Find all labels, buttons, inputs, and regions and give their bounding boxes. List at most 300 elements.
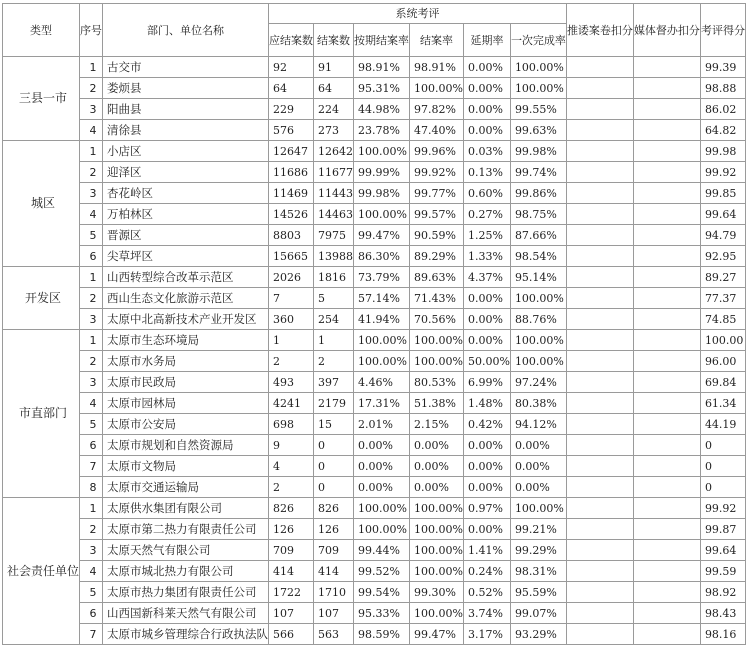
header-first-time-rate: 一次完成率 — [510, 24, 566, 57]
seq-cell: 1 — [80, 57, 103, 78]
close-rate-cell: 100.00% — [410, 519, 464, 540]
delay-rate-cell: 50.00% — [463, 351, 510, 372]
seq-cell: 6 — [80, 435, 103, 456]
seq-cell: 8 — [80, 477, 103, 498]
recommend-deduct-cell — [566, 414, 633, 435]
cases-closed-cell: 0 — [314, 435, 354, 456]
cases-due-cell: 4241 — [269, 393, 314, 414]
close-rate-cell: 89.63% — [410, 267, 464, 288]
cases-due-cell: 1 — [269, 330, 314, 351]
close-rate-cell: 71.43% — [410, 288, 464, 309]
ontime-rate-cell: 86.30% — [354, 246, 410, 267]
close-rate-cell: 0.00% — [410, 435, 464, 456]
media-deduct-cell — [633, 267, 700, 288]
cases-closed-cell: 14463 — [314, 204, 354, 225]
recommend-deduct-cell — [566, 330, 633, 351]
unit-name-cell: 清徐县 — [103, 120, 269, 141]
score-cell: 100.00 — [700, 330, 745, 351]
score-cell: 98.88 — [700, 78, 745, 99]
unit-name-cell: 阳曲县 — [103, 99, 269, 120]
delay-rate-cell: 0.00% — [463, 456, 510, 477]
close-rate-cell: 99.47% — [410, 624, 464, 645]
score-cell: 99.64 — [700, 204, 745, 225]
recommend-deduct-cell — [566, 309, 633, 330]
cases-due-cell: 709 — [269, 540, 314, 561]
first-time-rate-cell: 99.86% — [510, 183, 566, 204]
table-row — [3, 624, 746, 645]
cases-closed-cell: 5 — [314, 288, 354, 309]
recommend-deduct-cell — [566, 267, 633, 288]
recommend-deduct-cell — [566, 435, 633, 456]
header-unit: 部门、单位名称 — [103, 4, 269, 57]
table-row — [3, 477, 746, 498]
close-rate-cell: 100.00% — [410, 603, 464, 624]
table-row — [3, 414, 746, 435]
cases-due-cell: 229 — [269, 99, 314, 120]
recommend-deduct-cell — [566, 498, 633, 519]
first-time-rate-cell: 100.00% — [510, 330, 566, 351]
table-row — [3, 246, 746, 267]
seq-cell: 3 — [80, 309, 103, 330]
ontime-rate-cell: 100.00% — [354, 204, 410, 225]
table-row — [3, 57, 746, 78]
cases-due-cell: 15665 — [269, 246, 314, 267]
table-body — [3, 57, 746, 645]
seq-cell: 5 — [80, 225, 103, 246]
delay-rate-cell: 0.13% — [463, 162, 510, 183]
delay-rate-cell: 3.17% — [463, 624, 510, 645]
score-cell: 0 — [700, 456, 745, 477]
close-rate-cell: 100.00% — [410, 498, 464, 519]
table-row — [3, 204, 746, 225]
ontime-rate-cell: 99.99% — [354, 162, 410, 183]
cases-due-cell: 107 — [269, 603, 314, 624]
unit-name-cell: 太原市生态环境局 — [103, 330, 269, 351]
score-cell: 98.43 — [700, 603, 745, 624]
unit-name-cell: 小店区 — [103, 141, 269, 162]
table-row — [3, 267, 746, 288]
media-deduct-cell — [633, 435, 700, 456]
cases-due-cell: 126 — [269, 519, 314, 540]
recommend-deduct-cell — [566, 162, 633, 183]
recommend-deduct-cell — [566, 624, 633, 645]
close-rate-cell: 89.29% — [410, 246, 464, 267]
first-time-rate-cell: 0.00% — [510, 456, 566, 477]
delay-rate-cell: 0.42% — [463, 414, 510, 435]
ontime-rate-cell: 100.00% — [354, 141, 410, 162]
unit-name-cell: 山西转型综合改革示范区 — [103, 267, 269, 288]
evaluation-table — [2, 3, 746, 645]
media-deduct-cell — [633, 603, 700, 624]
seq-cell: 4 — [80, 561, 103, 582]
cases-closed-cell: 709 — [314, 540, 354, 561]
cases-due-cell: 14526 — [269, 204, 314, 225]
table-row — [3, 603, 746, 624]
unit-name-cell: 迎泽区 — [103, 162, 269, 183]
ontime-rate-cell: 0.00% — [354, 477, 410, 498]
seq-cell: 3 — [80, 540, 103, 561]
unit-name-cell: 太原市园林局 — [103, 393, 269, 414]
header-close-rate: 结案率 — [410, 24, 464, 57]
unit-name-cell: 太原市城乡管理综合行政执法队 — [103, 624, 269, 645]
media-deduct-cell — [633, 498, 700, 519]
score-cell: 61.34 — [700, 393, 745, 414]
delay-rate-cell: 0.97% — [463, 498, 510, 519]
cases-closed-cell: 13988 — [314, 246, 354, 267]
cases-closed-cell: 126 — [314, 519, 354, 540]
unit-name-cell: 万柏林区 — [103, 204, 269, 225]
ontime-rate-cell: 0.00% — [354, 456, 410, 477]
cases-closed-cell: 1 — [314, 330, 354, 351]
score-cell: 69.84 — [700, 372, 745, 393]
score-cell: 94.79 — [700, 225, 745, 246]
category-cell: 开发区 — [3, 267, 80, 330]
cases-closed-cell: 64 — [314, 78, 354, 99]
recommend-deduct-cell — [566, 351, 633, 372]
cases-closed-cell: 2 — [314, 351, 354, 372]
table-row — [3, 141, 746, 162]
cases-closed-cell: 397 — [314, 372, 354, 393]
unit-name-cell: 太原市城北热力有限公司 — [103, 561, 269, 582]
first-time-rate-cell: 94.12% — [510, 414, 566, 435]
media-deduct-cell — [633, 120, 700, 141]
close-rate-cell: 98.91% — [410, 57, 464, 78]
unit-name-cell: 太原市民政局 — [103, 372, 269, 393]
media-deduct-cell — [633, 624, 700, 645]
recommend-deduct-cell — [566, 183, 633, 204]
cases-closed-cell: 273 — [314, 120, 354, 141]
delay-rate-cell: 0.03% — [463, 141, 510, 162]
delay-rate-cell: 1.48% — [463, 393, 510, 414]
unit-name-cell: 太原供水集团有限公司 — [103, 498, 269, 519]
delay-rate-cell: 0.52% — [463, 582, 510, 603]
cases-closed-cell: 2179 — [314, 393, 354, 414]
recommend-deduct-cell — [566, 393, 633, 414]
close-rate-cell: 99.96% — [410, 141, 464, 162]
delay-rate-cell: 0.00% — [463, 78, 510, 99]
seq-cell: 2 — [80, 519, 103, 540]
first-time-rate-cell: 100.00% — [510, 498, 566, 519]
unit-name-cell: 娄烦县 — [103, 78, 269, 99]
delay-rate-cell: 6.99% — [463, 372, 510, 393]
first-time-rate-cell: 99.29% — [510, 540, 566, 561]
ontime-rate-cell: 100.00% — [354, 351, 410, 372]
recommend-deduct-cell — [566, 225, 633, 246]
first-time-rate-cell: 98.54% — [510, 246, 566, 267]
recommend-deduct-cell — [566, 582, 633, 603]
close-rate-cell: 100.00% — [410, 561, 464, 582]
seq-cell: 1 — [80, 498, 103, 519]
score-cell: 99.59 — [700, 561, 745, 582]
first-time-rate-cell: 98.31% — [510, 561, 566, 582]
media-deduct-cell — [633, 519, 700, 540]
table-row — [3, 393, 746, 414]
first-time-rate-cell: 99.74% — [510, 162, 566, 183]
cases-due-cell: 64 — [269, 78, 314, 99]
cases-closed-cell: 563 — [314, 624, 354, 645]
recommend-deduct-cell — [566, 561, 633, 582]
ontime-rate-cell: 99.44% — [354, 540, 410, 561]
seq-cell: 4 — [80, 120, 103, 141]
first-time-rate-cell: 99.63% — [510, 120, 566, 141]
recommend-deduct-cell — [566, 456, 633, 477]
delay-rate-cell: 3.74% — [463, 603, 510, 624]
cases-closed-cell: 224 — [314, 99, 354, 120]
header-cases-due: 应结案数 — [269, 24, 314, 57]
first-time-rate-cell: 99.07% — [510, 603, 566, 624]
seq-cell: 5 — [80, 582, 103, 603]
delay-rate-cell: 0.00% — [463, 435, 510, 456]
close-rate-cell: 99.77% — [410, 183, 464, 204]
ontime-rate-cell: 99.98% — [354, 183, 410, 204]
cases-closed-cell: 107 — [314, 603, 354, 624]
first-time-rate-cell: 95.59% — [510, 582, 566, 603]
delay-rate-cell: 0.27% — [463, 204, 510, 225]
table-row — [3, 498, 746, 519]
recommend-deduct-cell — [566, 519, 633, 540]
ontime-rate-cell: 41.94% — [354, 309, 410, 330]
first-time-rate-cell: 99.55% — [510, 99, 566, 120]
cases-due-cell: 4 — [269, 456, 314, 477]
seq-cell: 2 — [80, 351, 103, 372]
cases-closed-cell: 414 — [314, 561, 354, 582]
delay-rate-cell: 1.33% — [463, 246, 510, 267]
cases-closed-cell: 1816 — [314, 267, 354, 288]
header-type: 类型 — [3, 4, 80, 57]
seq-cell: 4 — [80, 204, 103, 225]
table-row — [3, 582, 746, 603]
ontime-rate-cell: 0.00% — [354, 435, 410, 456]
cases-closed-cell: 12642 — [314, 141, 354, 162]
first-time-rate-cell: 97.24% — [510, 372, 566, 393]
cases-closed-cell: 11443 — [314, 183, 354, 204]
unit-name-cell: 古交市 — [103, 57, 269, 78]
ontime-rate-cell: 98.91% — [354, 57, 410, 78]
media-deduct-cell — [633, 246, 700, 267]
first-time-rate-cell: 95.14% — [510, 267, 566, 288]
delay-rate-cell: 0.00% — [463, 477, 510, 498]
recommend-deduct-cell — [566, 372, 633, 393]
unit-name-cell: 太原市热力集团有限责任公司 — [103, 582, 269, 603]
cases-due-cell: 698 — [269, 414, 314, 435]
recommend-deduct-cell — [566, 288, 633, 309]
unit-name-cell: 太原市水务局 — [103, 351, 269, 372]
ontime-rate-cell: 99.54% — [354, 582, 410, 603]
media-deduct-cell — [633, 456, 700, 477]
table-row — [3, 162, 746, 183]
unit-name-cell: 晋源区 — [103, 225, 269, 246]
cases-due-cell: 2026 — [269, 267, 314, 288]
delay-rate-cell: 0.24% — [463, 561, 510, 582]
score-cell: 0 — [700, 477, 745, 498]
delay-rate-cell: 0.00% — [463, 519, 510, 540]
ontime-rate-cell: 44.98% — [354, 99, 410, 120]
media-deduct-cell — [633, 78, 700, 99]
media-deduct-cell — [633, 57, 700, 78]
first-time-rate-cell: 100.00% — [510, 288, 566, 309]
media-deduct-cell — [633, 288, 700, 309]
score-cell: 99.98 — [700, 141, 745, 162]
seq-cell: 4 — [80, 393, 103, 414]
score-cell: 98.16 — [700, 624, 745, 645]
unit-name-cell: 太原市规划和自然资源局 — [103, 435, 269, 456]
media-deduct-cell — [633, 162, 700, 183]
media-deduct-cell — [633, 309, 700, 330]
ontime-rate-cell: 100.00% — [354, 519, 410, 540]
media-deduct-cell — [633, 99, 700, 120]
table-row — [3, 330, 746, 351]
score-cell: 96.00 — [700, 351, 745, 372]
score-cell: 99.87 — [700, 519, 745, 540]
category-cell: 市直部门 — [3, 330, 80, 498]
ontime-rate-cell: 57.14% — [354, 288, 410, 309]
seq-cell: 3 — [80, 99, 103, 120]
ontime-rate-cell: 4.46% — [354, 372, 410, 393]
cases-due-cell: 2 — [269, 351, 314, 372]
unit-name-cell: 太原市交通运输局 — [103, 477, 269, 498]
seq-cell: 3 — [80, 372, 103, 393]
cases-due-cell: 414 — [269, 561, 314, 582]
recommend-deduct-cell — [566, 141, 633, 162]
table-row — [3, 288, 746, 309]
ontime-rate-cell: 95.31% — [354, 78, 410, 99]
table-row — [3, 183, 746, 204]
score-cell: 86.02 — [700, 99, 745, 120]
ontime-rate-cell: 2.01% — [354, 414, 410, 435]
delay-rate-cell: 0.00% — [463, 288, 510, 309]
cases-due-cell: 8803 — [269, 225, 314, 246]
close-rate-cell: 70.56% — [410, 309, 464, 330]
unit-name-cell: 太原中北高新技术产业开发区 — [103, 309, 269, 330]
table-row — [3, 540, 746, 561]
cases-due-cell: 11469 — [269, 183, 314, 204]
seq-cell: 7 — [80, 456, 103, 477]
media-deduct-cell — [633, 183, 700, 204]
media-deduct-cell — [633, 414, 700, 435]
score-cell: 98.92 — [700, 582, 745, 603]
header-ontime-rate: 按期结案率 — [354, 24, 410, 57]
cases-due-cell: 92 — [269, 57, 314, 78]
close-rate-cell: 97.82% — [410, 99, 464, 120]
table-row — [3, 519, 746, 540]
first-time-rate-cell: 100.00% — [510, 57, 566, 78]
close-rate-cell: 100.00% — [410, 540, 464, 561]
unit-name-cell: 太原市文物局 — [103, 456, 269, 477]
delay-rate-cell: 1.25% — [463, 225, 510, 246]
seq-cell: 6 — [80, 246, 103, 267]
cases-closed-cell: 0 — [314, 456, 354, 477]
delay-rate-cell: 1.41% — [463, 540, 510, 561]
cases-due-cell: 2 — [269, 477, 314, 498]
table-header — [3, 4, 746, 57]
media-deduct-cell — [633, 582, 700, 603]
table-row — [3, 435, 746, 456]
delay-rate-cell: 0.00% — [463, 99, 510, 120]
header-recommend-deduct: 推诿案卷扣分 — [566, 4, 633, 57]
header-cases-closed: 结案数 — [314, 24, 354, 57]
table-row — [3, 456, 746, 477]
close-rate-cell: 0.00% — [410, 456, 464, 477]
recommend-deduct-cell — [566, 477, 633, 498]
ontime-rate-cell: 98.59% — [354, 624, 410, 645]
first-time-rate-cell: 99.98% — [510, 141, 566, 162]
table-row — [3, 225, 746, 246]
delay-rate-cell: 0.00% — [463, 57, 510, 78]
unit-name-cell: 太原市公安局 — [103, 414, 269, 435]
recommend-deduct-cell — [566, 603, 633, 624]
seq-cell: 2 — [80, 288, 103, 309]
score-cell: 0 — [700, 435, 745, 456]
cases-closed-cell: 826 — [314, 498, 354, 519]
table-row — [3, 99, 746, 120]
unit-name-cell: 西山生态文化旅游示范区 — [103, 288, 269, 309]
table-row — [3, 309, 746, 330]
media-deduct-cell — [633, 561, 700, 582]
media-deduct-cell — [633, 351, 700, 372]
header-delay-rate: 延期率 — [463, 24, 510, 57]
cases-closed-cell: 0 — [314, 477, 354, 498]
recommend-deduct-cell — [566, 57, 633, 78]
ontime-rate-cell: 17.31% — [354, 393, 410, 414]
header-score: 考评得分 — [700, 4, 745, 57]
ontime-rate-cell: 23.78% — [354, 120, 410, 141]
unit-name-cell: 太原天然气有限公司 — [103, 540, 269, 561]
unit-name-cell: 尖草坪区 — [103, 246, 269, 267]
category-cell: 三县一市 — [3, 57, 80, 141]
close-rate-cell: 47.40% — [410, 120, 464, 141]
seq-cell: 1 — [80, 141, 103, 162]
cases-due-cell: 12647 — [269, 141, 314, 162]
media-deduct-cell — [633, 372, 700, 393]
seq-cell: 6 — [80, 603, 103, 624]
first-time-rate-cell: 0.00% — [510, 435, 566, 456]
ontime-rate-cell: 95.33% — [354, 603, 410, 624]
close-rate-cell: 99.92% — [410, 162, 464, 183]
table-row — [3, 120, 746, 141]
score-cell: 92.95 — [700, 246, 745, 267]
media-deduct-cell — [633, 141, 700, 162]
cases-due-cell: 576 — [269, 120, 314, 141]
header-system-group: 系统考评 — [269, 4, 567, 24]
cases-closed-cell: 11677 — [314, 162, 354, 183]
unit-name-cell: 杏花岭区 — [103, 183, 269, 204]
recommend-deduct-cell — [566, 78, 633, 99]
cases-closed-cell: 254 — [314, 309, 354, 330]
score-cell: 99.85 — [700, 183, 745, 204]
seq-cell: 2 — [80, 78, 103, 99]
score-cell: 99.92 — [700, 498, 745, 519]
recommend-deduct-cell — [566, 540, 633, 561]
close-rate-cell: 99.57% — [410, 204, 464, 225]
score-cell: 64.82 — [700, 120, 745, 141]
score-cell: 77.37 — [700, 288, 745, 309]
score-cell: 99.64 — [700, 540, 745, 561]
first-time-rate-cell: 98.75% — [510, 204, 566, 225]
media-deduct-cell — [633, 477, 700, 498]
close-rate-cell: 100.00% — [410, 330, 464, 351]
ontime-rate-cell: 100.00% — [354, 330, 410, 351]
unit-name-cell: 太原市第二热力有限责任公司 — [103, 519, 269, 540]
recommend-deduct-cell — [566, 204, 633, 225]
delay-rate-cell: 4.37% — [463, 267, 510, 288]
seq-cell: 2 — [80, 162, 103, 183]
delay-rate-cell: 0.00% — [463, 309, 510, 330]
cases-closed-cell: 7975 — [314, 225, 354, 246]
table-row — [3, 351, 746, 372]
close-rate-cell: 100.00% — [410, 351, 464, 372]
close-rate-cell: 100.00% — [410, 78, 464, 99]
close-rate-cell: 90.59% — [410, 225, 464, 246]
